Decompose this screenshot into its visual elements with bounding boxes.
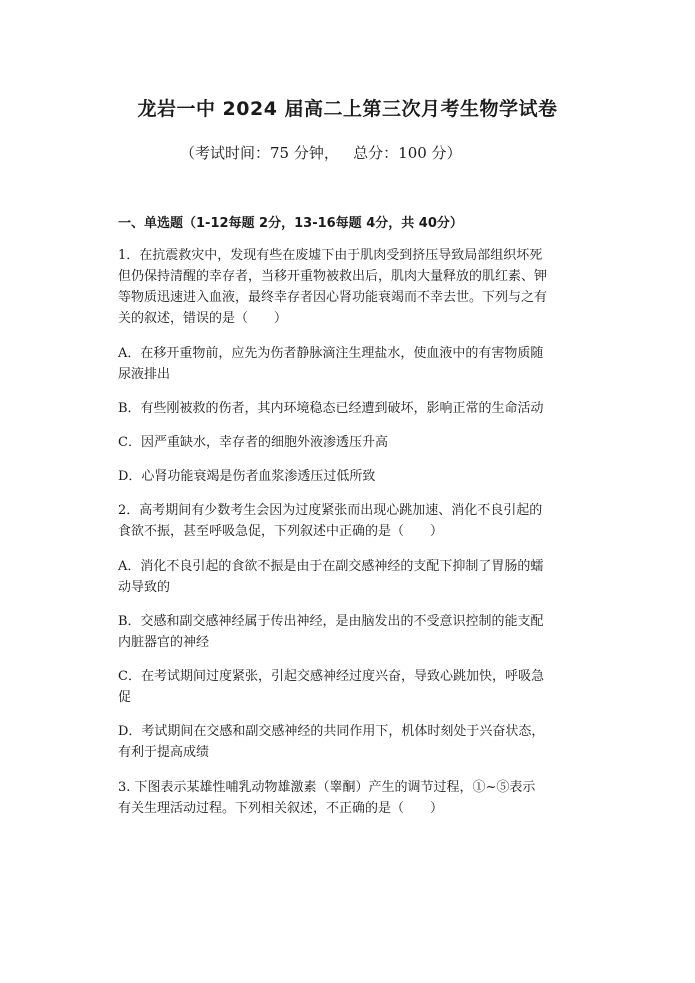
question-2-option-a [118,556,580,598]
question-text-line: 但仍保持清醒的幸存者，当移开重物被救出后，肌肉大量释放的肌红素、钾 [118,269,548,284]
option-text-line: 有利于提高成绩 [118,745,210,760]
question-text-line: 食欲不振，甚至呼吸急促，下列叙述中正确的是（ ） [118,524,444,539]
question-1-option-c [118,432,580,453]
question-1-stem [118,245,580,329]
question-text-line: 1．在抗震救灾中，发现有些在废墟下由于肌肉受到挤压导致局部组织坏死 [118,248,543,263]
option-text-line: B．有些刚被救的伤者，其内环境稳态已经遭到破坏，影响正常的生命活动 [118,401,544,416]
option-text-line: A．在移开重物前，应先为伤者静脉滴注生理盐水，使血液中的有害物质随 [118,346,544,361]
option-text-line: A．消化不良引起的食欲不振是由于在副交感神经的支配下抑制了胃肠的蠕 [118,559,544,574]
option-text-line: D．心肾功能衰竭是伤者血浆渗透压过低所致 [118,469,376,484]
section-heading: 一、单选题（1-12每题 2分，13-16每题 4分，共 40分） [118,216,463,231]
question-3-stem [118,777,580,819]
option-text-line: C．在考试期间过度紧张，引起交感神经过度兴奋，导致心跳加快，呼吸急 [118,669,544,684]
question-2-option-b [118,611,580,653]
question-2-option-d [118,721,580,763]
option-text-line: B．交感和副交感神经属于传出神经，是由脑发出的不受意识控制的能支配 [118,614,544,629]
question-text-line: 关的叙述，错误的是（ ） [118,311,288,326]
option-text-line: 内脏器官的神经 [118,635,210,650]
question-2-option-c [118,666,580,708]
question-text-line: 等物质迅速进入血液，最终幸存者因心肾功能衰竭而不幸去世。下列与之有 [118,290,548,305]
question-1-option-b [118,398,580,419]
option-text-line: D．考试期间在交感和副交感神经的共同作用下，机体时刻处于兴奋状态， [118,724,545,739]
question-2-stem [118,500,580,542]
question-1-option-a [118,343,580,385]
exam-subtitle: （考试时间：75 分钟， 总分：100 分） [180,144,462,162]
exam-title: 龙岩一中 2024 届高二上第三次月考生物学试卷 [137,98,558,120]
question-text-line: 2．高考期间有少数考生会因为过度紧张而出现心跳加速、消化不良引起的 [118,503,543,518]
option-text-line: 动导致的 [118,580,171,595]
option-text-line: C．因严重缺水，幸存者的细胞外液渗透压升高 [118,435,388,450]
question-text-line: 3. 下图表示某雄性哺乳动物雄激素（睾酮）产生的调节过程，①~⑤表示 [118,780,536,795]
option-text-line: 促 [118,690,132,705]
question-1-option-d [118,466,580,487]
question-text-line: 有关生理活动过程。下列相关叙述，不正确的是（ ） [118,801,444,816]
option-text-line: 尿液排出 [118,367,171,382]
